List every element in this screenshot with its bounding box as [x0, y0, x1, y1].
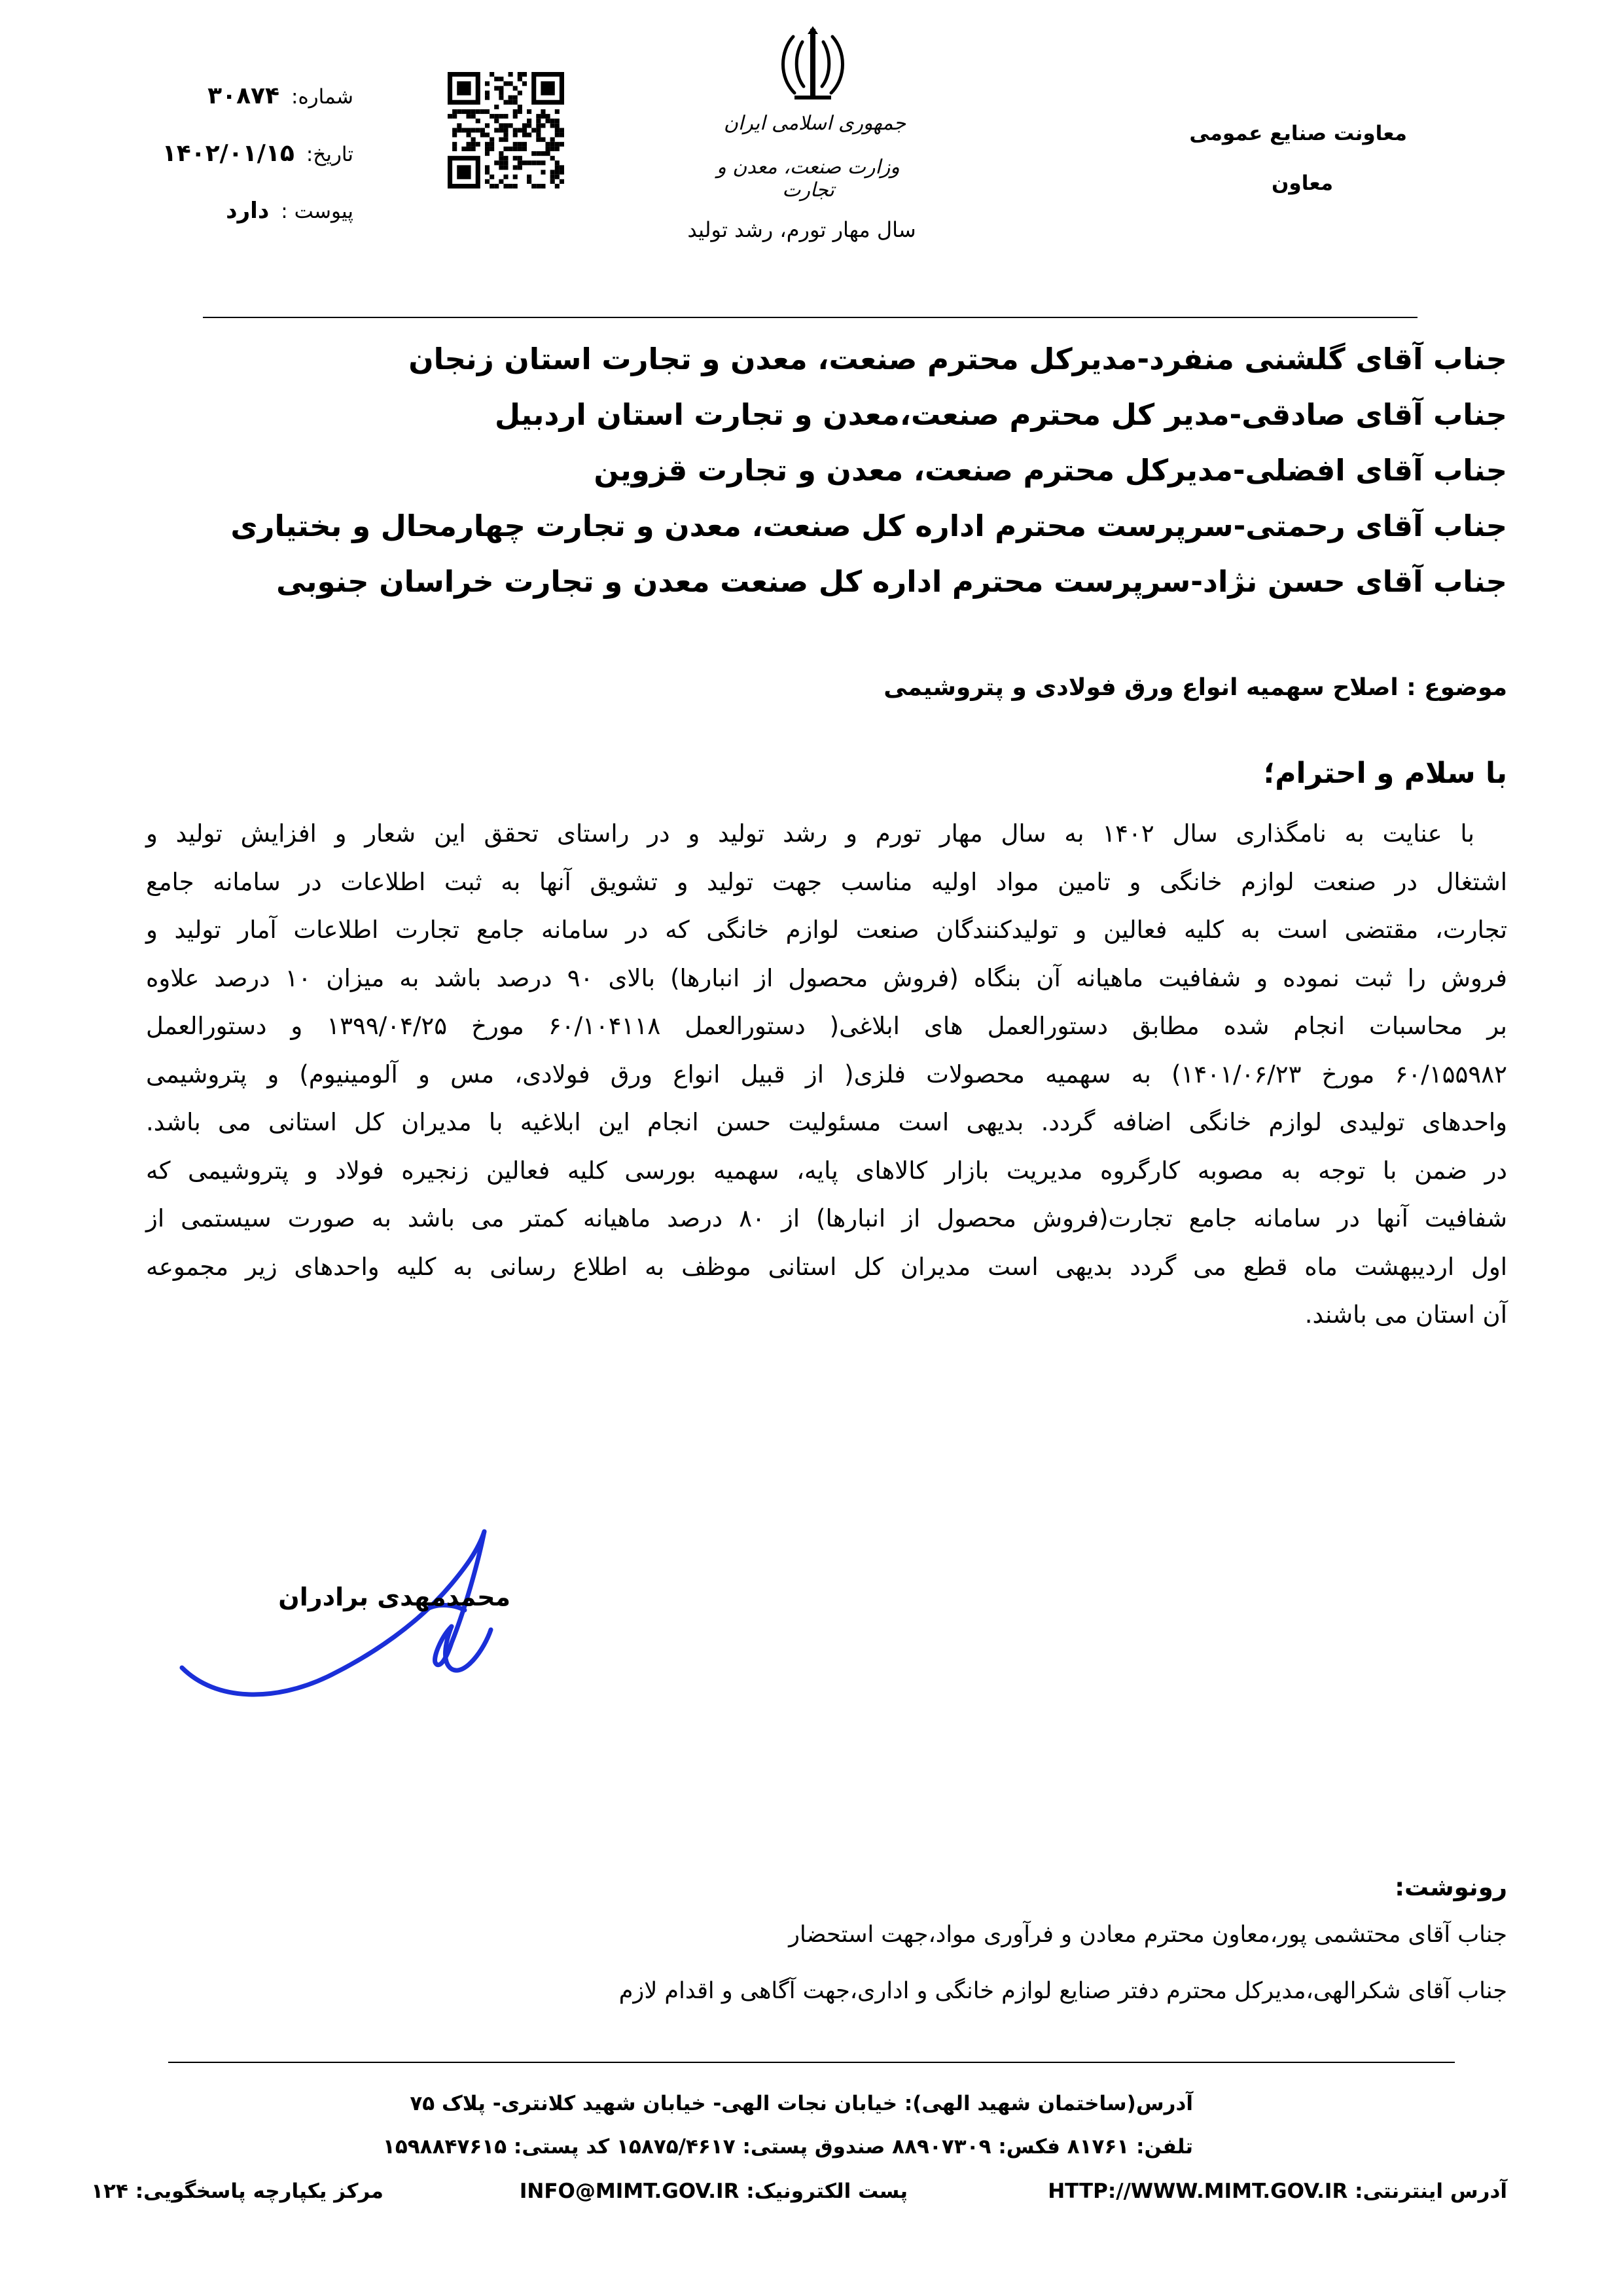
recipient-line: جناب آقای رحمتی-سرپرست محترم اداره کل صنعت، معدن و تجارت چهارمحال و بختیاری [230, 509, 1507, 543]
body-line: فروش را ثبت نموده و شفافیت ماهیانه آن بنگاه (فروش محصول از انبارها) بالای ۹۰ درصد باشد به میزان ۱۰ درصد علاوه [146, 963, 1507, 992]
footer-web-link[interactable]: HTTP://WWW.MIMT.GOV.IR [1048, 2179, 1348, 2203]
letter-number [196, 82, 353, 109]
signer-name: محمدمهدی برادران [278, 1583, 510, 1611]
letter-date-value: ۱۴۰۲/۰۱/۱۵ [162, 140, 294, 167]
body-line: بر محاسبات انجام شده مطابق دستورالعمل های ابلاغی( دستورالعمل ۶۰/۱۰۴۱۱۸ مورخ ۱۳۹۹/۰۴/۲۵ و دستورالعمل [146, 1012, 1507, 1040]
body-line: اشتغال در صنعت لوازم خانگی و تامین مواد اولیه مناسب جهت تولید و تشویق آنها به ثبت اطلاعات در سامانه جامع [146, 867, 1507, 896]
footer-address: آدرس(ساختمان شهید الهی): خیابان نجات الهی- خیابان شهید کلانتری- پلاک ۷۵ [410, 2092, 1193, 2115]
department-name: معاونت صنایع عمومی [1189, 122, 1407, 145]
letter-number-value: ۳۰۸۷۴ [207, 82, 279, 109]
body-line: شفافیت آنها در سامانه جامع تجارت(فروش محصول از انبارها) از ۸۰ درصد ماهیانه کمتر می باشد به صورت سیستمی از [146, 1204, 1507, 1232]
body-line: اول اردیبهشت ماه قطع می گردد بدیهی است مدیران کل استانی موظف به اطلاع رسانی به کلیه واحدهای زیر مجموعه [146, 1252, 1507, 1281]
letter-attachment-label: پیوست : [281, 200, 353, 223]
header-divider [203, 317, 1418, 318]
footer-email-label: پست الکترونیک: [746, 2179, 908, 2203]
recipients-list [133, 331, 1507, 609]
recipient-line: جناب آقای صادقی-مدیر کل محترم صنعت،معدن و تجارت استان اردبیل [495, 397, 1507, 432]
year-slogan: سال مهار تورم، رشد تولید [687, 217, 916, 242]
cc-item: جناب آقای شکرالهی،مدیرکل محترم دفتر صنایع لوازم خانگی و اداری،جهت آگاهی و اقدام لازم [618, 1978, 1507, 2004]
republic-title: جمهوری اسلامی ایران [723, 112, 906, 135]
footer-phones: تلفن: ۸۱۷۶۱ فکس: ۸۸۹۰۷۳۰۹ صندوق پستی: ۱۵۸۷۵/۴۶۱۷ کد پستی: ۱۵۹۸۸۴۷۶۱۵ [382, 2135, 1193, 2159]
recipient-line: جناب آقای حسن نژاد-سرپرست محترم اداره کل صنعت معدن و تجارت خراسان جنوبی [276, 564, 1507, 599]
letter-number-label: شماره: [291, 85, 353, 109]
recipient-line: جناب آقای افضلی-مدیرکل محترم صنعت، معدن و تجارت قزوین [594, 453, 1507, 488]
letter-date-label: تاریخ: [306, 143, 353, 166]
body-line: در ضمن با توجه به مصوبه کارگروه مدیریت بازار کالاهای پایه، سهمیه بورسی کلیه فعالین زنجیره فولاد و پتروشیمی که [146, 1156, 1507, 1185]
iran-emblem-icon [768, 25, 857, 106]
letter-body [146, 810, 1507, 1339]
footer-email-link[interactable]: INFO@MIMT.GOV.IR [519, 2179, 740, 2203]
body-line: با عنایت به نامگذاری سال ۱۴۰۲ به سال مهار تورم و رشد تولید و در راستای تحقق این شعار و افزایش تولید و [146, 819, 1474, 848]
ministry-title: وزارت صنعت، معدن و تجارت [717, 156, 900, 202]
footer-email [520, 2179, 908, 2203]
letter-attachment-value: دارد [226, 198, 270, 224]
department-position: معاون [1271, 171, 1334, 195]
body-line: ۶۰/۱۵۵۹۸۲ مورخ ۱۴۰۱/۰۶/۲۳) به سهمیه محصولات فلزی( از قبیل انواع ورق فولادی، مس و آلومینیوم) و پتروشیمی [146, 1060, 1507, 1088]
body-line: تجارت، مقتضی است به کلیه فعالین و تولیدکنندگان صنعت لوازم خانگی که در سامانه جامع تجارت اطلاعات آمار تولید و [146, 916, 1507, 944]
recipient-line: جناب آقای گلشنی منفرد-مدیرکل محترم صنعت، معدن و تجارت استان زنجان [408, 342, 1507, 376]
letter-date [162, 140, 353, 167]
letter-greeting: با سلام و احترام؛ [1263, 757, 1507, 790]
letter-subject: موضوع : اصلاح سهمیه انواع ورق فولادی و پتروشیمی [883, 674, 1507, 701]
cc-title: رونوشت: [1395, 1873, 1507, 1901]
footer-response-center: مرکز یکپارچه پاسخگویی: ۱۲۴ [91, 2179, 383, 2203]
footer-divider [168, 2062, 1455, 2063]
letter-attachment [196, 198, 353, 224]
cc-item: جناب آقای محتشمی پور،معاون محترم معادن و فرآوری مواد،جهت استحضار [789, 1922, 1507, 1948]
body-line: واحدهای تولیدی لوازم خانگی اضافه گردد. بدیهی است مسئولیت حسن انجام این ابلاغیه با مدیران کل استانی می باشد. [146, 1108, 1507, 1136]
body-line: آن استان می باشند. [1304, 1300, 1507, 1329]
footer-web [1048, 2179, 1507, 2203]
footer-web-label: آدرس اینترنتی: [1355, 2179, 1507, 2203]
qr-code-icon [448, 72, 564, 188]
